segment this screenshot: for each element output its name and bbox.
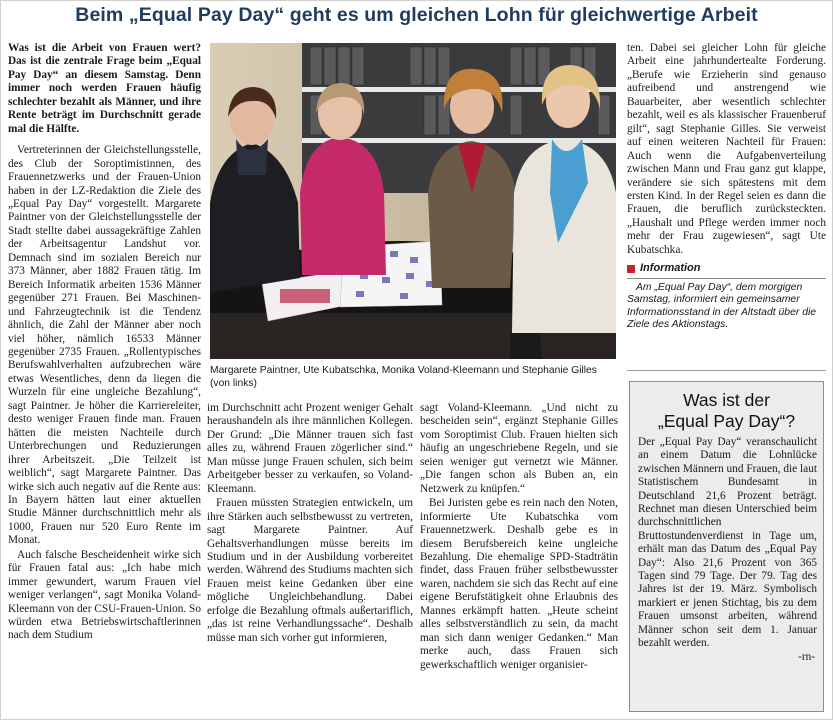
info-heading — [627, 262, 826, 275]
info-box-title — [630, 390, 823, 432]
column-divider — [627, 370, 826, 371]
paragraph: Frauen müssten Strategien entwickeln, um ihre Stärken auch selbstbewusst zu vertreten, sagt Margarete Paintner. Auf Gehaltsverhandlungen müsse bereits im Studium und in der Ausbildung vorbereitet werden. Während des Studiums machten sich Frauen meist keine Gedanken über eine mögliche Ungleichbehandlung. Dabei erfolge die Bezahlung oftmals außertariflich, „das ist reine Verhandlungssache“. Deshalb müsse man sich vorher gut informieren, — [207, 497, 413, 644]
article-column-2 — [207, 402, 413, 646]
paragraph: sagt Voland-Kleemann. „Und nicht zu bescheiden sein“, ergänzt Stephanie Gilles vom Soroptimist Club. Frauen hielten sich häufig an ungeschriebene Regeln, und sie seien weniger gut vernetzt wie Männer. „Die fangen schon als Buben an, ein Netzwerk zu knüpfen.“ — [420, 402, 618, 495]
author-signature: -rn- — [798, 650, 815, 663]
info-heading-label: Information — [640, 262, 701, 275]
paragraph: ten. Dabei sei gleicher Lohn für gleiche Arbeit eine jahrhundertealte Forderung. „Berufe wie Erzieherin sind genauso aufreibend und anstrengend wie Bauarbeiter, aber wesentlich schlechter bezahlt, weil es als klassischer Frauenberuf gilt“, sagt Stephanie Gilles. Sie verweist auf einen weiteren Nachteil für Frauen: Auch wenn die Aufgabenverteilung zwischen Mann und Frau ganz gut klappe, verändere sie sich spätestens mit dem ersten Kind. In der Regel seien es dann die Frauen, die beruflich zurücksteckten. „Haushalt und Pflege werden immer noch mehr der Frau zugewiesen“, sagt Ute Kubatschka. — [627, 42, 826, 256]
paragraph: Bei Juristen gebe es rein nach den Noten, informierte Ute Kubatschka vom Frauennetzwerk. Deshalb gebe es in diesem Berufsbereich keine ungleiche Bezahlung. Die ehemalige SPD-Stadträtin findet, dass Frauen früher selbstbewusster waren, nachdem sie sich das Recht auf eine eigene Berufstätigkeit ohne Erlaubnis des Mannes erkämpft hatten. „Heute scheint alles selbstverständlich zu sein, da macht man sich dann weniger Gedanken.“ Man merke auch, dass Frauen sich gewerkschaftlich weniger organisier- — [420, 497, 618, 671]
article-column-4 — [627, 42, 826, 333]
info-text: Am „Equal Pay Day“, dem morgigen Samstag, informiert ein gemeinsamer Informationsstand in der Altstadt über die Ziele des Aktionstags. — [627, 281, 817, 331]
info-divider — [627, 278, 826, 279]
paragraph: Auch falsche Bescheidenheit wirke sich für Frauen fatal aus: „Ich habe mich immer gewundert, warum Frauen viel weniger verlangen“, sagt Monika Voland-Kleemann von der CSU-Frauen-Union. So würden etwa Betriebswirtschaftlerinnen nach dem Studium — [8, 548, 201, 642]
info-box-title-line2: „Equal Pay Day“? — [657, 411, 796, 431]
article-column-3 — [420, 402, 618, 673]
info-box-title-line1: Was ist der — [683, 390, 770, 410]
paragraph: im Durchschnitt acht Prozent weniger Gehalt heraushandeln als ihre männlichen Kollegen. Der Grund: „Die Männer trauen sich fast alles zu, während Frauen zögerlicher sind.“ Man müsse junge Frauen schulen, sich beim Arbeitgeber besser zu verkaufen, so Voland-Kleemann. — [207, 402, 413, 495]
group-photo — [210, 43, 616, 359]
photo-caption: Margarete Paintner, Ute Kubatschka, Monika Voland-Kleemann und Stephanie Gilles (von links) — [210, 365, 597, 389]
info-marker-icon — [627, 265, 635, 273]
info-box-body — [630, 432, 823, 651]
headline: Beim „Equal Pay Day“ geht es um gleichen Lohn für gleichwertige Arbeit — [75, 4, 758, 26]
info-box — [629, 381, 824, 712]
info-box-text: Der „Equal Pay Day“ veranschaulicht an einem Datum die Lohnlücke zwischen Männern und Frauen, die laut Statistischem Bundesamt in Deutschland 21,6 Prozent beträgt. Rechnet man diesen Unterschied beim durchschnittlichen Bruttostundenverdienst in Tage um, erhält man das Datum des „Equal Pay Day“: Also 21,6 Prozent von 365 Tagen sind 79 Tage. Der 79. Tag des Jahres ist der 19. März. Symbolisch markiert er jenen Stichtag, bis zu dem Frauen umsonst arbeiten, während Männer schon seit dem 1. Januar bezahlt werden. — [638, 436, 817, 650]
lead-paragraph: Was ist die Arbeit von Frauen wert? Das ist die zentrale Frage beim „Equal Pay Day“ an diesem Samstag. Denn immer noch werden Frauen häufig schlechter bezahlt als Männer, und ihre Rente beträgt im Durchschnitt gerade mal die Hälfte. — [8, 42, 201, 135]
paragraph: Vertreterinnen der Gleichstellungsstelle, des Club der Soroptimistinnen, des Frauennetzwerks und der Frauen-Union haben in der LZ-Redaktion die Ziele des „Equal Pay Day“ vorgestellt. Margarete Paintner von der Gleichstellungsstelle der Stadt stellte dabei aussagekräftige Zahlen der Arbeitsagentur Landshut vor. Demnach sind im sozialen Bereich nur 373 Männer, aber 1882 Frauen tätig. Im Bereich Informatik arbeiten 1536 Männer gegenüber 271 Frauen. Bei Maschinen- und Fahrzeugtechnik ist die Tendenz ähnlich, die Zahl der Männer aber noch viel höher, nämlich 16533 Männer gegenüber 2735 Frauen. „Rollentypisches Berufswahlverhalten aufzubrechen wäre etwas Wesentliches, denn da liegen die Wurzeln für eine ungleiche Bezahlung“, sagt Paintner. Je höher die Karriereleiter, desto weniger Frauen finde man. Frauen hätten die meisten Nachteile durch Unterbrechungen und Reduzierungen ihrer Arbeitszeit. „Die Teilzeit ist weiblich“, sagt Margarete Paintner. Das wirke sich auch negativ auf die Rente aus: In Bayern hätten laut einer aktuellen Studie Männer durchschnittlich mehr als 1000, Frauen nur 520 Euro Rente im Monat. — [8, 144, 201, 547]
article-column-1 — [8, 42, 201, 644]
